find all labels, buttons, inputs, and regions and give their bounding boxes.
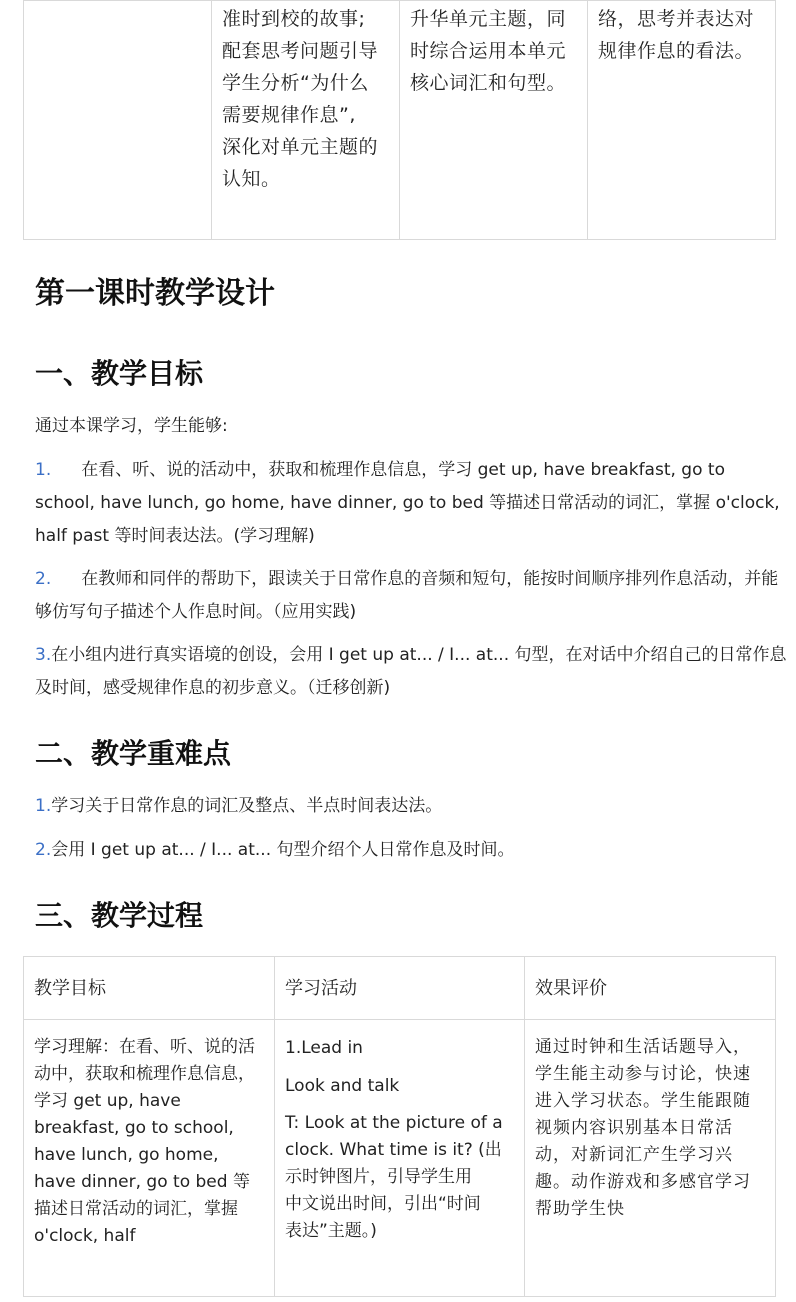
- table-header-cell: 学习活动: [275, 957, 525, 1020]
- list-number: 1.: [35, 796, 52, 816]
- goal-text: 在看、听、说的活动中，获取和梳理作息信息，学习 get up, have breakfast, go to school, have lunch, go home, have dinner, go to bed 等描述日常活动的词汇，掌握 o'clock, half past 等时间表达法。(学习理解): [35, 460, 780, 546]
- top-cell-line: 升华单元主题，同: [410, 8, 567, 30]
- list-number: 3.: [35, 645, 52, 665]
- section-heading-key-points: 二、教学重难点: [35, 737, 232, 770]
- section-heading-goals: 一、教学目标: [35, 357, 204, 390]
- activity-line: 中文说出时间，引出“时间: [285, 1194, 481, 1214]
- lesson-title: 第一课时教学设计: [35, 276, 275, 311]
- top-table-cell-3: [400, 1, 588, 240]
- table-header-cell: 效果评价: [525, 957, 776, 1020]
- activity-line: 表达”主题。): [285, 1221, 377, 1241]
- top-cell-line: 深化对单元主题的: [222, 136, 379, 158]
- top-cell-line: 需要规律作息”,: [222, 104, 356, 126]
- list-number: 2.: [35, 569, 52, 589]
- top-cell-line: 配套思考问题引导: [222, 40, 379, 62]
- key-point-text: 会用 I get up at... / I... at... 句型介绍个人日常作息及时间。: [51, 840, 515, 860]
- activity-step: 1.Lead in: [285, 1038, 363, 1058]
- top-cell-line: 学生分析“为什么: [222, 72, 369, 94]
- top-cell-line: 规律作息的看法。: [598, 40, 755, 62]
- top-cell-line: 核心词汇和句型。: [410, 72, 567, 94]
- goals-intro: 通过本课学习，学生能够:: [35, 416, 228, 436]
- goal-text: 在教师和同伴的帮助下，跟读关于日常作息的音频和短句，能按时间顺序排列作息活动，并能够仿写句子描述个人作息时间。（应用实践): [35, 569, 779, 622]
- top-cell-line: 络，思考并表达对: [598, 8, 755, 30]
- previous-page-table-fragment: [23, 0, 776, 240]
- table-header-row: [24, 957, 776, 1020]
- goal-item: [35, 454, 787, 553]
- objective-cell: 学习理解：在看、听、说的活动中，获取和梳理作息信息，学习 get up, have breakfast, go to school, have lunch, go home, have dinner, go to bed 等描述日常活动的词汇，掌握 o'clock, half: [24, 1020, 275, 1297]
- goal-item: [35, 639, 787, 705]
- table-header-cell: 教学目标: [24, 957, 275, 1020]
- goal-item: [35, 563, 787, 629]
- evaluation-cell: 通过时钟和生活话题导入，学生能主动参与讨论，快速进入学习状态。学生能跟随视频内容识别基本日常活动，对新词汇产生学习兴趣。动作游戏和多感官学习帮助学生快: [525, 1020, 776, 1297]
- top-table-cell-empty: [24, 1, 212, 240]
- activity-line: T: Look at the picture of a: [285, 1113, 503, 1133]
- top-cell-line: 时综合运用本单元: [410, 40, 567, 62]
- activity-line: 示时钟图片，引导学生用: [285, 1167, 472, 1187]
- top-cell-line: 认知。: [222, 168, 281, 190]
- list-number: 2.: [35, 840, 52, 860]
- top-cell-line: 准时到校的故事;: [222, 8, 366, 30]
- section-heading-process: 三、教学过程: [35, 899, 204, 932]
- list-number: 1.: [35, 460, 52, 480]
- key-point-item: [35, 790, 787, 823]
- top-table-cell-4: [588, 1, 776, 240]
- activity-cell: [275, 1020, 525, 1297]
- top-table-cell-2: [212, 1, 400, 240]
- activity-line: clock. What time is it? (出: [285, 1140, 502, 1160]
- table-row: [24, 1020, 776, 1297]
- activity-subtitle: Look and talk: [285, 1076, 400, 1096]
- key-point-text: 学习关于日常作息的词汇及整点、半点时间表达法。: [51, 796, 443, 816]
- goal-text: 在小组内进行真实语境的创设，会用 I get up at... / I... at... 句型，在对话中介绍自己的日常作息及时间，感受规律作息的初步意义。（迁移创新): [35, 645, 787, 698]
- key-point-item: [35, 834, 787, 867]
- teaching-process-table: [23, 956, 776, 1297]
